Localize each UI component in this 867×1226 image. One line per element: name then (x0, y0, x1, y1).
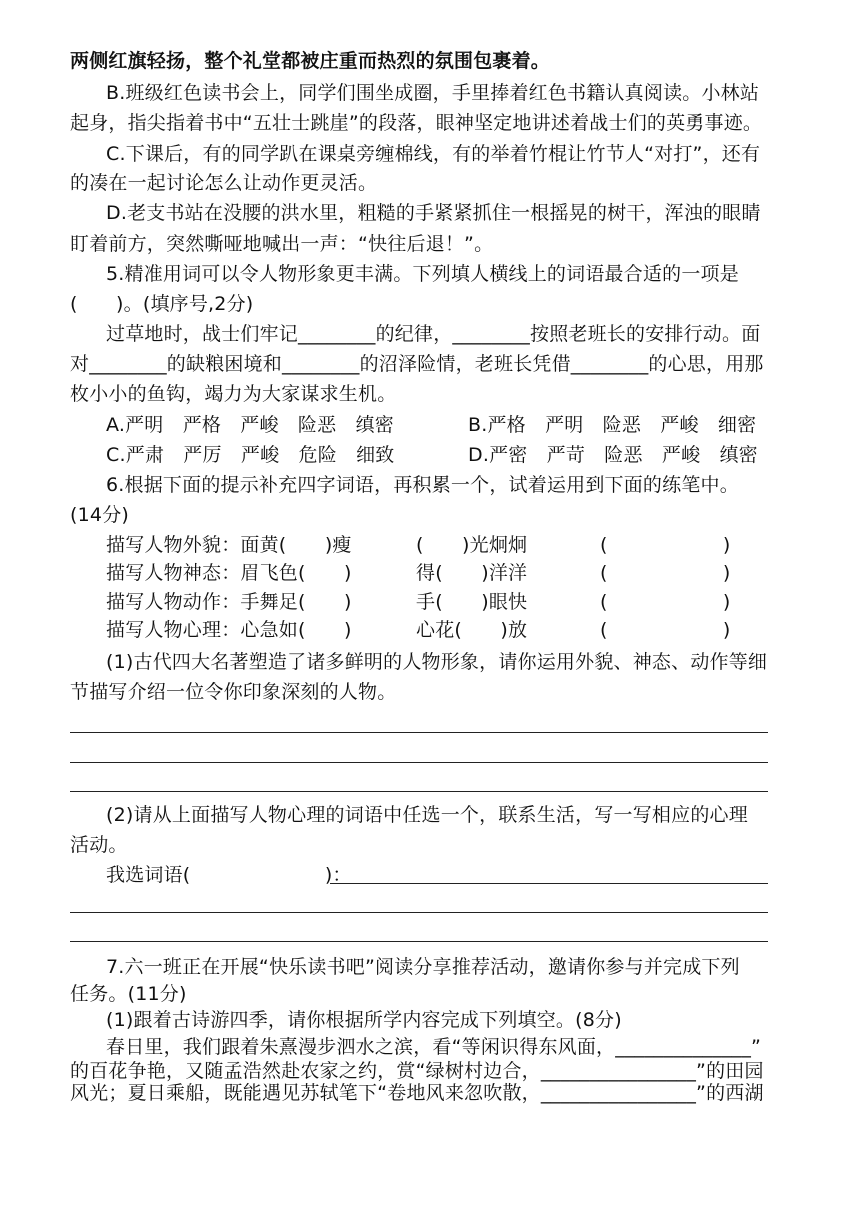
q5-option-d: D.严密 严苛 险恶 严峻 缜密 (468, 444, 758, 466)
q5-option-c: C.严肃 严厉 严峻 危险 细致 (106, 444, 395, 466)
q6-sub2-answer-line-2[interactable] (70, 912, 768, 913)
q6-row-expression-label: 描写人物神态：眉飞色( ) (106, 562, 352, 584)
q4-option-b-line2: 起身，指尖指着书中“五壮士跳崖”的段落，眼神坚定地讲述着战士们的英勇事迹。 (70, 112, 763, 134)
q6-row-appearance-label: 描写人物外貌：面黄( )瘦 (106, 534, 352, 556)
q4-option-a-tail: 两侧红旗轻扬，整个礼堂都被庄重而热烈的氛围包裹着。 (70, 50, 551, 72)
q5-passage-line3: 枚小小的鱼钩，竭力为大家谋求生机。 (70, 383, 397, 405)
q6-stem-line2: (14分) (70, 504, 130, 526)
q4-option-c-line2: 的凑在一起讨论怎么让动作更灵活。 (70, 172, 378, 194)
q7-stem-line2: 任务。(11分) (70, 983, 187, 1005)
q5-passage-line1: 过草地时，战士们牢记________的纪律，________按照老班长的安排行动。面 (106, 323, 761, 345)
q6-sub2-line1: (2)请从上面描写人物心理的词语中任选一个，联系生活，写一写相应的心理 (106, 804, 748, 826)
q4-option-d-line1: D.老支书站在没腰的洪水里，粗糙的手紧紧抓住一根摇晃的树干，浑浊的眼睛 (106, 202, 761, 224)
q5-passage-line2: 对________的缺粮困境和________的沼泽险情，老班长凭借________的心思，用那 (70, 353, 764, 375)
q7-passage-line1: 春日里，我们跟着朱熹漫步泗水之滨，看“等闲识得东风面，______________” (106, 1036, 762, 1058)
q6-sub1-answer-line-2[interactable] (70, 762, 768, 763)
q5-option-a: A.严明 严格 严峻 险恶 缜密 (106, 414, 394, 436)
q6-sub2-line2: 活动。 (70, 834, 128, 856)
q4-option-c-line1: C.下课后，有的同学趴在课桌旁缠棉线，有的举着竹棍让竹节人“对打”，还有 (106, 143, 761, 165)
q6-row-psychology-word2: 心花( )放 (416, 619, 528, 641)
q5-stem-line1: 5.精准用词可以令人物形象更丰满。下列填人横线上的词语最合适的一项是 (106, 263, 739, 285)
q6-row-psychology-blank[interactable]: ( ) (600, 619, 731, 641)
q6-chosen-word-label: 我选词语( )： (106, 864, 352, 886)
q4-option-b-line1: B.班级红色读书会上，同学们围坐成圈，手里捧着红色书籍认真阅读。小林站 (106, 82, 760, 104)
q6-sub1-answer-line-1[interactable] (70, 732, 768, 733)
q7-stem-line1: 7.六一班正在开展“快乐读书吧”阅读分享推荐活动，邀请你参与并完成下列 (106, 956, 740, 978)
q6-sub2-answer-line-3[interactable] (70, 941, 768, 942)
q5-stem-line2: ( )。(填序号,2分) (70, 293, 254, 315)
q6-row-expression-word2: 得( )洋洋 (416, 562, 528, 584)
q6-row-expression-blank[interactable]: ( ) (600, 562, 731, 584)
q7-sub1: (1)跟着古诗游四季，请你根据所学内容完成下列填空。(8分) (106, 1009, 622, 1031)
q6-sub1-line2: 节描写介绍一位令你印象深刻的人物。 (70, 681, 397, 703)
q6-row-action-blank[interactable]: ( ) (600, 591, 731, 613)
q6-stem-line1: 6.根据下面的提示补充四字词语，再积累一个，试着运用到下面的练笔中。 (106, 474, 739, 496)
q6-row-psychology-label: 描写人物心理：心急如( ) (106, 619, 352, 641)
q6-row-action-word2: 手( )眼快 (416, 591, 528, 613)
q6-row-action-label: 描写人物动作：手舞足( ) (106, 591, 352, 613)
q4-option-d-line2: 盯着前方，突然嘶哑地喊出一声：“快往后退！”。 (70, 233, 494, 255)
q6-sub1-answer-line-3[interactable] (70, 791, 768, 792)
q6-row-appearance-word2: ( )光炯炯 (416, 534, 528, 556)
q6-row-appearance-blank[interactable]: ( ) (600, 534, 731, 556)
q5-option-b: B.严格 严明 险恶 严峻 细密 (468, 414, 757, 436)
q6-sub2-answer-line-1[interactable] (330, 883, 768, 884)
q7-passage-line3: 风光；夏日乘船，既能遇见苏轼笔下“卷地风来忽吹散，________________”的西湖 (70, 1082, 764, 1104)
q6-sub1-line1: (1)古代四大名著塑造了诸多鲜明的人物形象，请你运用外貌、神态、动作等细 (106, 651, 768, 673)
q7-passage-line2: 的百花争艳，又随孟浩然赴农家之约，赏“绿树村边合，________________”的田园 (70, 1060, 764, 1082)
